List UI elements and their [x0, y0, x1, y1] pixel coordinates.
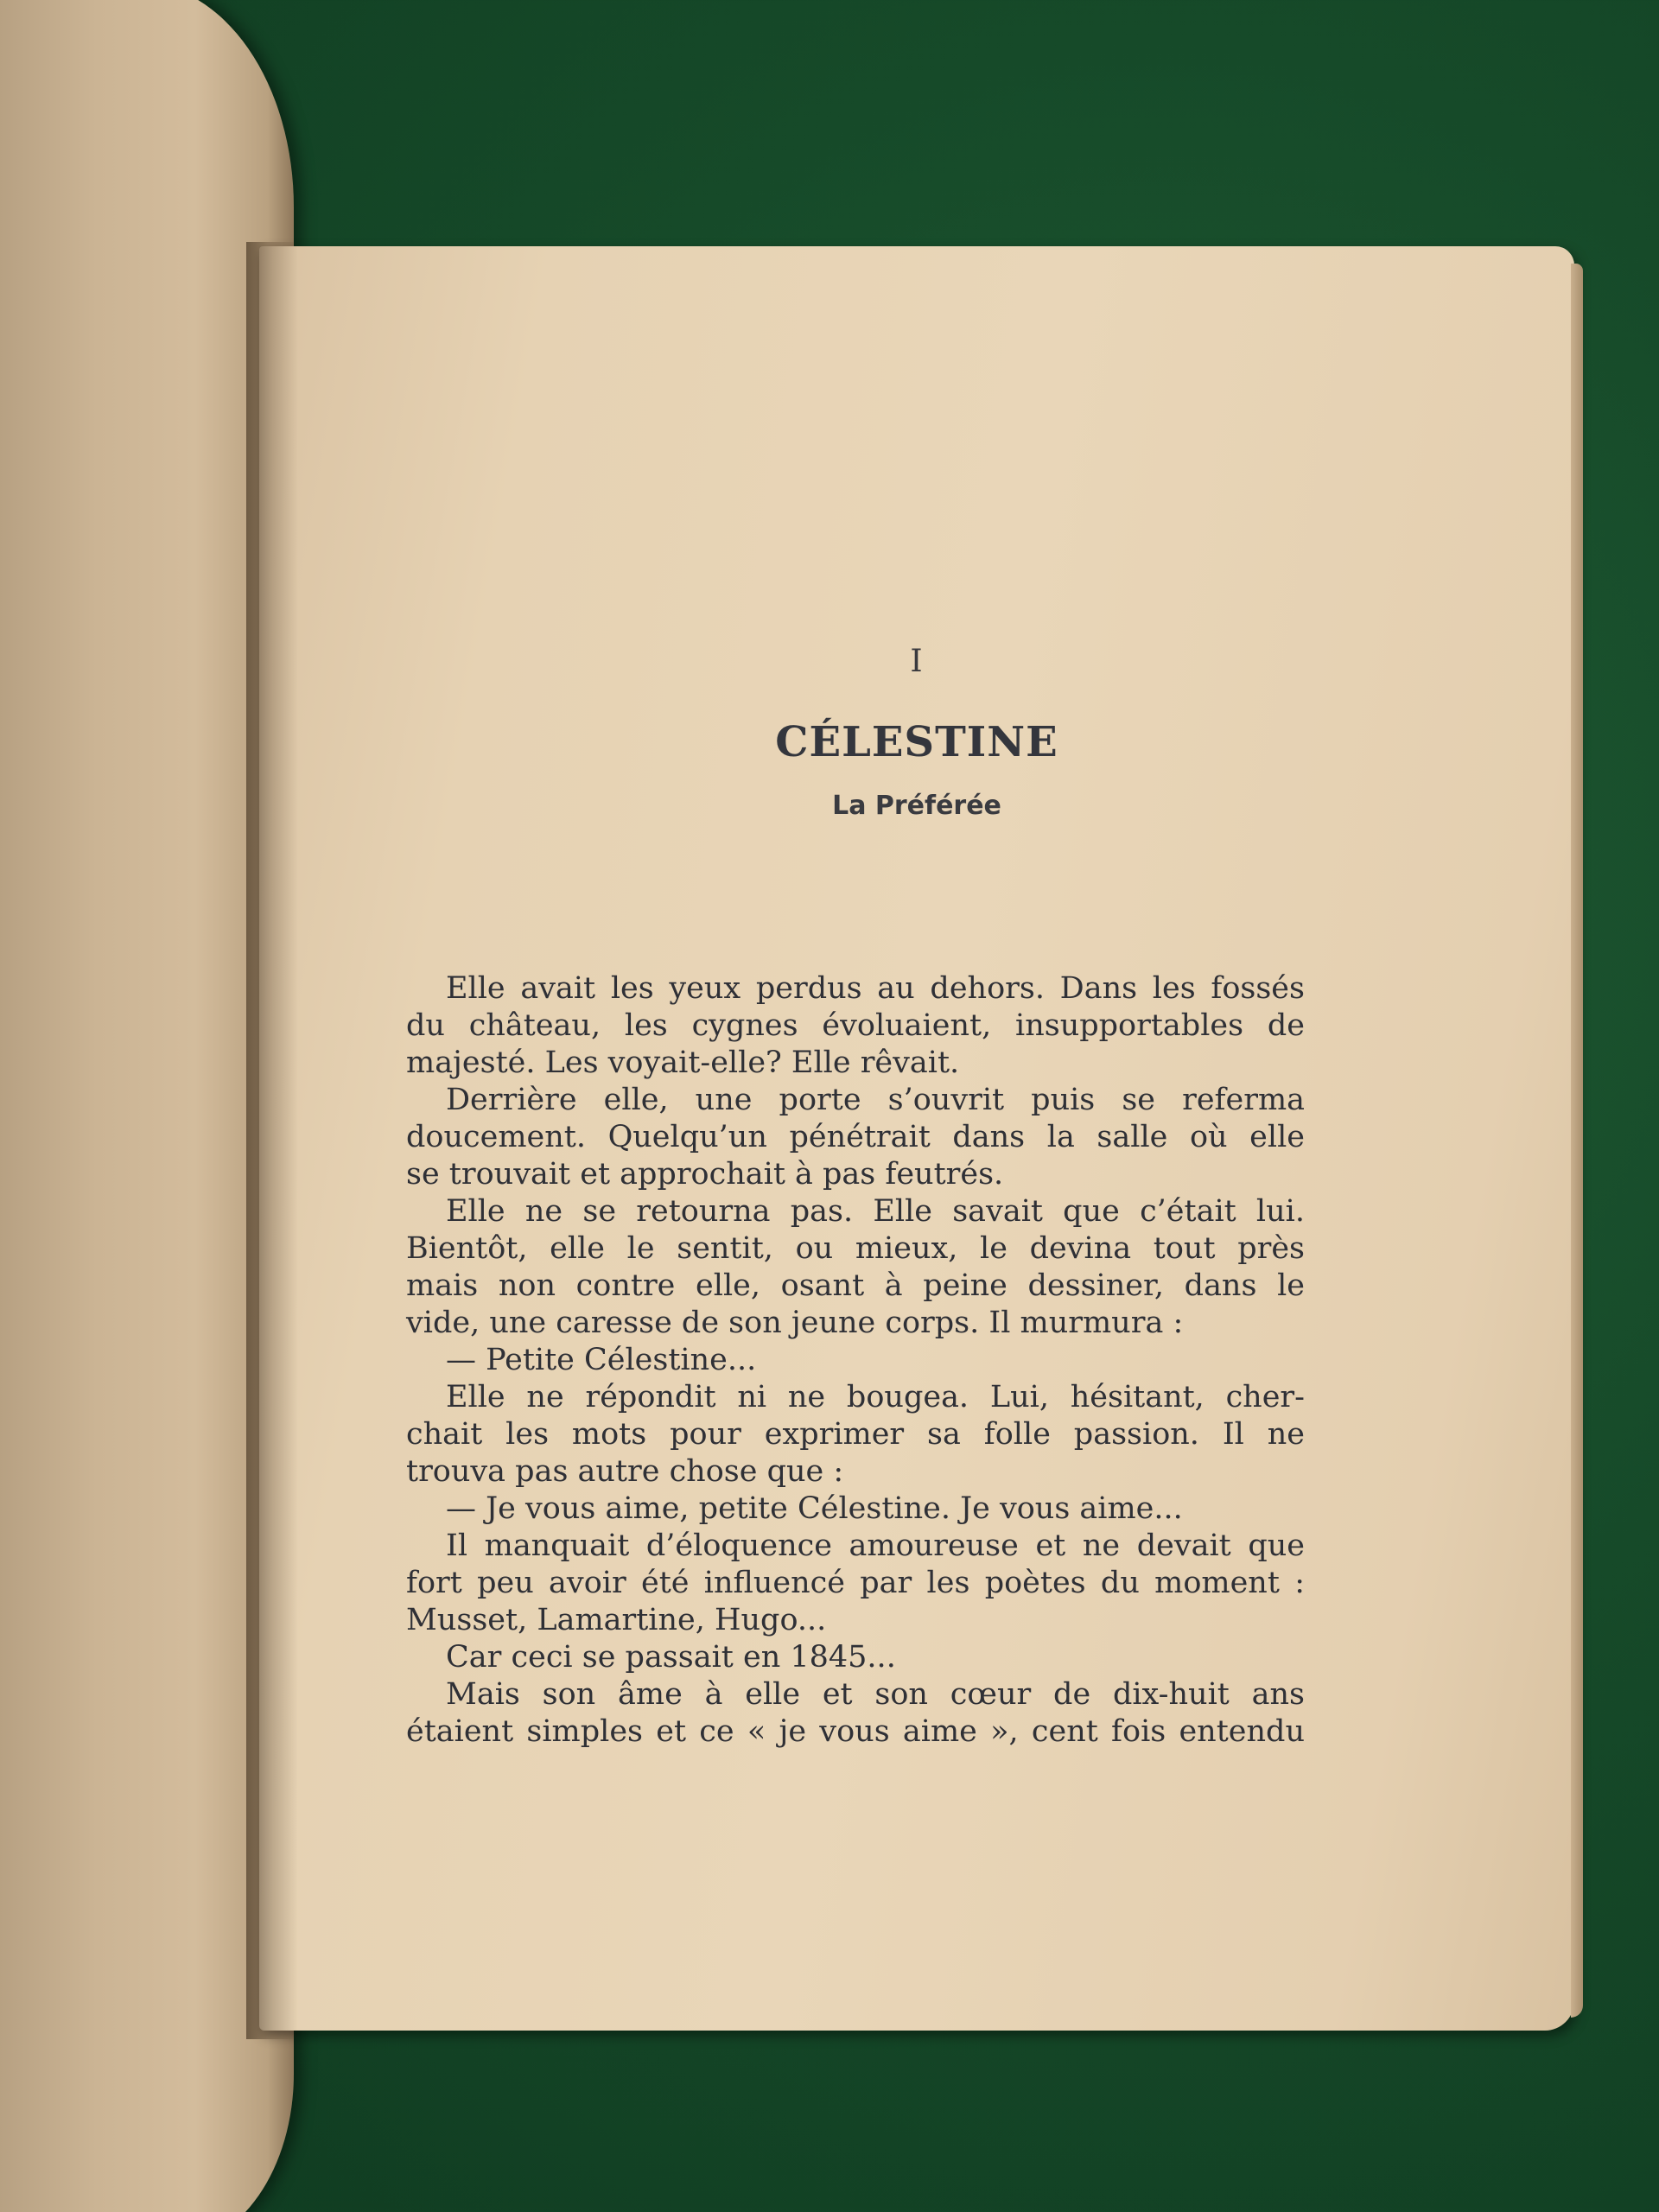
text-line: Elle avait les yeux perdus au dehors. Dans les fossés — [446, 971, 1305, 1006]
chapter-title: CÉLESTINE — [775, 718, 1058, 766]
text-line: Il manquait d’éloquence amoureuse et ne devait que — [446, 1529, 1305, 1563]
page-edge — [1571, 264, 1583, 2018]
text-line: mais non contre elle, osant à peine dessiner, dans le — [406, 1268, 1305, 1303]
text-line: du château, les cygnes évoluaient, insupportables de — [406, 1008, 1305, 1043]
text-line: Elle ne répondit ni ne bougea. Lui, hésitant, cher- — [446, 1380, 1305, 1414]
chapter-number: I — [910, 644, 924, 679]
chapter-body — [406, 970, 1305, 1751]
text-line: Elle ne se retourna pas. Elle savait que c’était lui. — [446, 1194, 1305, 1229]
text-line: — Je vous aime, petite Célestine. Je vous aime... — [446, 1491, 1183, 1526]
book-page — [259, 246, 1574, 2031]
text-line: — Petite Célestine... — [446, 1343, 757, 1377]
text-line: chait les mots pour exprimer sa folle passion. Il ne — [406, 1417, 1305, 1452]
text-line: étaient simples et ce « je vous aime », cent fois entendu — [406, 1714, 1305, 1749]
text-line: vide, une caresse de son jeune corps. Il murmura : — [406, 1306, 1184, 1340]
text-line: Car ceci se passait en 1845... — [446, 1640, 896, 1675]
text-line: Musset, Lamartine, Hugo... — [406, 1603, 827, 1637]
text-line: doucement. Quelqu’un pénétrait dans la salle où elle — [406, 1120, 1305, 1154]
text-line: Derrière elle, une porte s’ouvrit puis se referma — [446, 1083, 1305, 1117]
text-line: Bientôt, elle le sentit, ou mieux, le devina tout près — [406, 1231, 1305, 1266]
spine-shadow — [246, 242, 298, 2039]
text-line: fort peu avoir été influencé par les poètes du moment : — [406, 1566, 1305, 1600]
text-line: trouva pas autre chose que : — [406, 1454, 844, 1489]
text-line: Mais son âme à elle et son cœur de dix-huit ans — [446, 1677, 1305, 1712]
text-line: se trouvait et approchait à pas feutrés. — [406, 1157, 1004, 1192]
chapter-subtitle: La Préférée — [832, 791, 1001, 821]
text-line: majesté. Les voyait-elle? Elle rêvait. — [406, 1046, 960, 1080]
